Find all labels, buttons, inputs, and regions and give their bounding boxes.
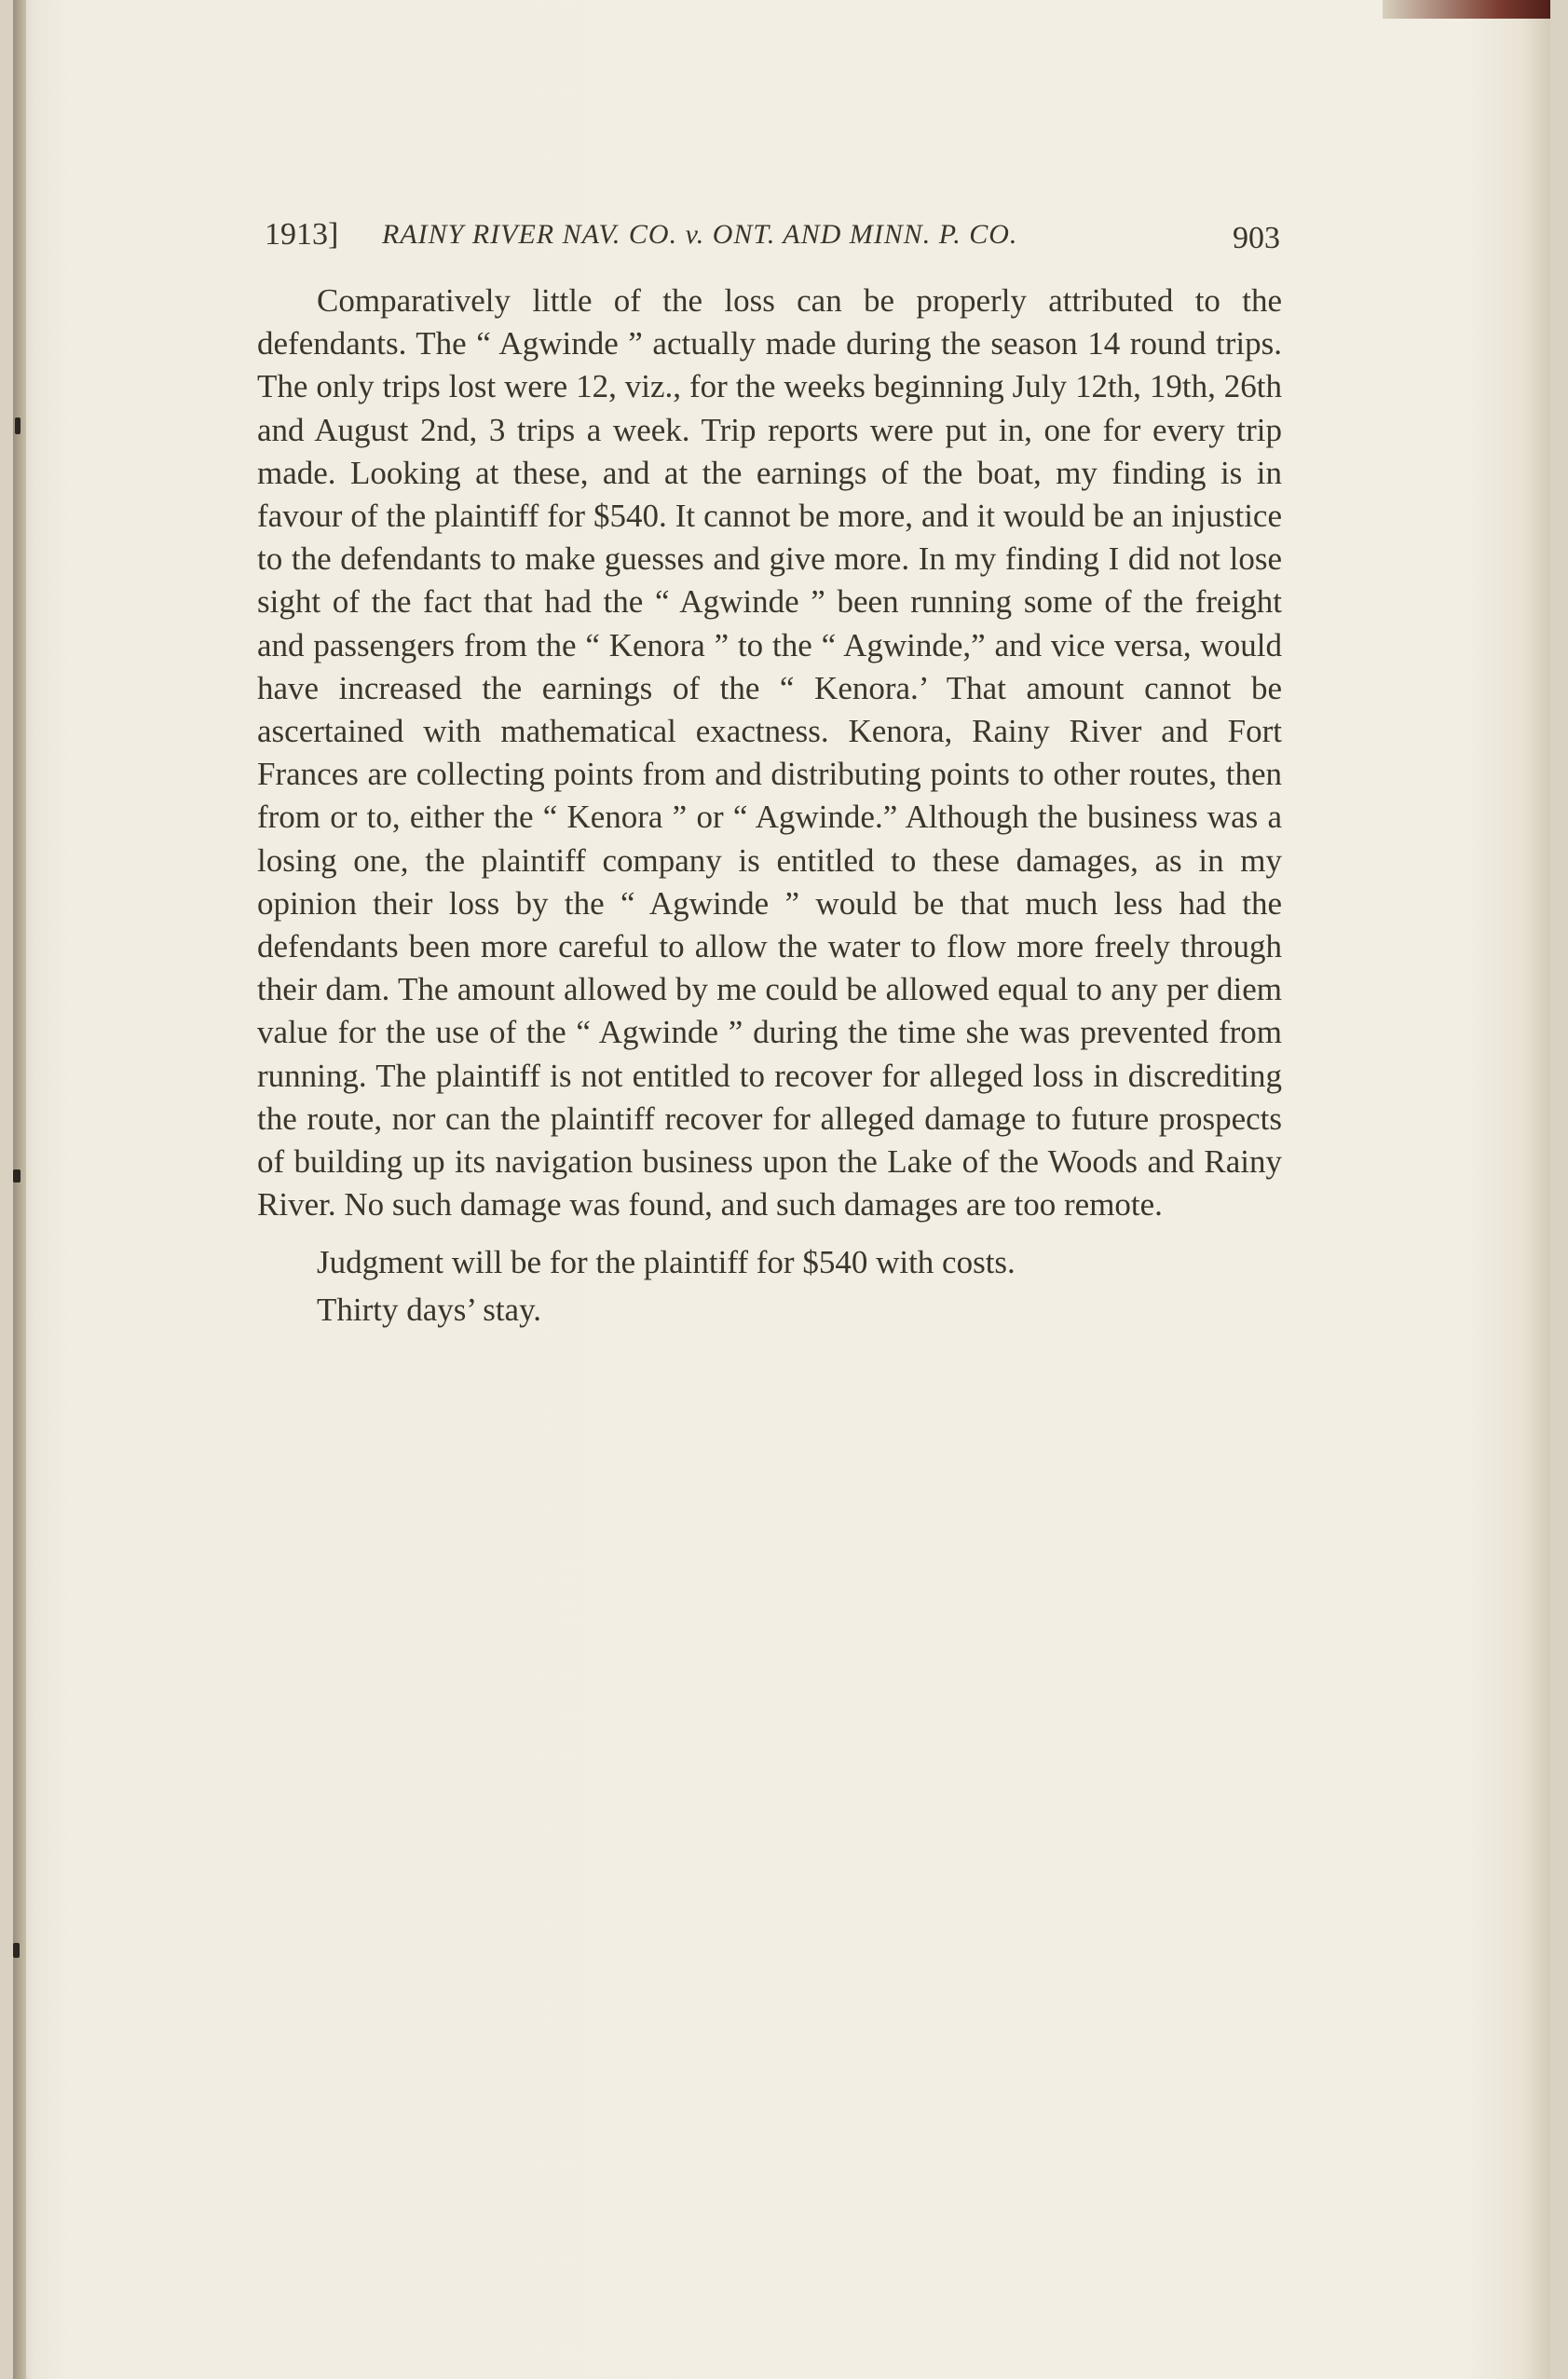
page-binding-shadow — [13, 0, 26, 2379]
running-title: RAINY RIVER NAV. CO. v. ONT. AND MINN. P. CO. — [382, 219, 1018, 250]
binding-mark-2 — [13, 1169, 20, 1183]
paragraph-main: Comparatively little of the loss can be properly attributed to the defendants. The “ Agwinde ” actually made during the season 14 round trips. The only trips lost were 12, viz., for the weeks beginning July 12th, 19th, 26th and August 2nd, 3 trips a week. Trip reports were put in, one for every trip made. Looking at these, and at the earnings of the boat, my finding is in favour of the plaintiff for $540. It cannot be more, and it would be an injustice to the defendants to make guesses and give more. In my finding I did not lose sight of the fact that had the “ Agwinde ” been running some of the freight and passengers from the “ Kenora ” to the “ Agwinde,” and vice versa, would have increased the earnings of the “ Kenora.’ That amount cannot be ascertained with mathematical exactness. Kenora, Rainy River and Fort Frances are collecting points from and distributing points to other routes, then from or to, either the “ Kenora ” or “ Agwinde.” Although the business was a losing one, the plaintiff company is entitled to these damages, as in my opinion their loss by the “ Agwinde ” would be that much less had the defendants been more careful to allow the water to flow more freely through their dam. The amount allowed by me could be allowed equal to any per diem value for the use of the “ Agwinde ” during the time she was prevented from running. The plaintiff is not entitled to recover for alleged loss in discrediting the route, nor can the plaintiff recover for alleged damage to future prospects of building up its navigation business upon the Lake of the Woods and Rainy River. No such damage was found, and such damages are too remote. — [257, 282, 1282, 1224]
page-number: 903 — [1233, 221, 1280, 255]
header-year: 1913] — [265, 217, 339, 252]
cover-edge — [1383, 0, 1550, 19]
running-header — [265, 210, 1280, 256]
binding-mark-3 — [13, 1943, 20, 1958]
binding-mark-1 — [15, 417, 20, 434]
book-page — [13, 0, 1550, 2379]
paragraph-stay: Thirty days’ stay. — [317, 1291, 542, 1328]
body-text — [257, 280, 1282, 1335]
paragraph-judgment: Judgment will be for the plaintiff for $540 with costs. — [317, 1244, 1016, 1281]
